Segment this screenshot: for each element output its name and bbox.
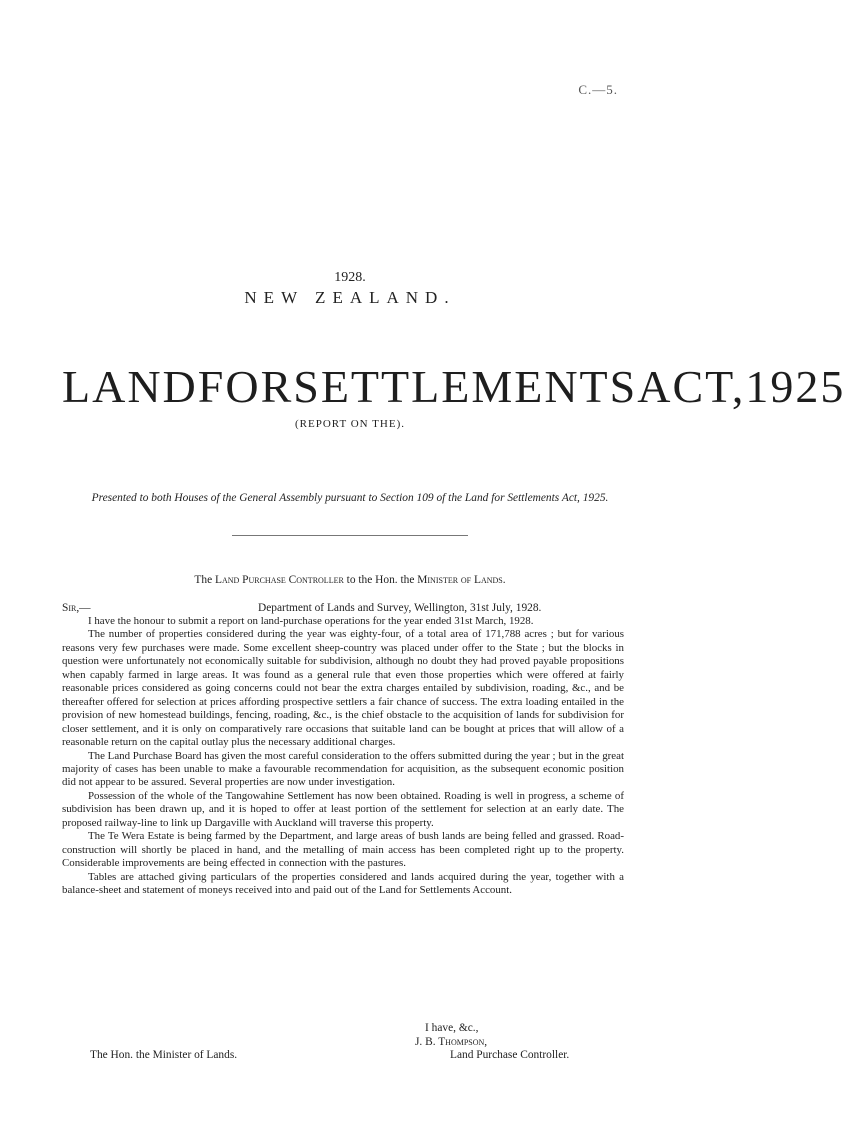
heading-word: Hon. — [375, 574, 398, 586]
document-title — [62, 360, 845, 413]
addressee: The Hon. the Minister of Lands. — [90, 1049, 238, 1061]
heading-to: Minister of Lands. — [417, 574, 506, 586]
paragraph: The Land Purchase Board has given the most careful consideration to the offers submitted during the year ; but in the great majority of cases has been unable to make a favourable recommendation for acquisition, as the subsequent economic position did not appear to be assured. Several properties are now under investigation. — [62, 749, 624, 789]
letter-body — [62, 615, 624, 898]
country-heading: NEW ZEALAND. — [244, 288, 456, 307]
title-word: 1925 — [745, 361, 845, 412]
paragraph: The Te Wera Estate is being farmed by the Department, and large areas of bush lands are being felled and grassed. Road-construction will shortly be placed in hand, and the metalling of main access has been completed right up to the property. Considerable improvements are being effected in connection with the pastures. — [62, 830, 624, 870]
title-word: ACT, — [637, 361, 746, 412]
signature-title: Land Purchase Controller. — [450, 1049, 570, 1061]
closing: I have, &c., — [425, 1022, 479, 1034]
title-word: FOR — [197, 361, 294, 412]
letter-heading — [0, 574, 700, 586]
report-year: 1928. — [334, 270, 366, 285]
heading-word: the — [400, 574, 415, 586]
document-subtitle: (REPORT ON THE). — [295, 418, 405, 430]
heading-connector: to the — [346, 574, 373, 586]
paragraph: I have the honour to submit a report on land-purchase operations for the year ended 31st March, 1928. — [88, 615, 534, 627]
heading-word: The — [194, 574, 213, 586]
dateline: Department of Lands and Survey, Wellington, 31st July, 1928. — [258, 602, 542, 614]
page-reference: C.—5. — [578, 82, 618, 97]
signature: J. B. Thompson, — [415, 1036, 488, 1048]
heading-from: Land Purchase Controller — [215, 574, 344, 586]
divider-rule — [232, 535, 468, 536]
title-word: SETTLEMENTS — [293, 361, 638, 412]
presentation-note: Presented to both Houses of the General Assembly pursuant to Section 109 of the Land for Settlements Act, 1925. — [91, 492, 609, 504]
paragraph: Possession of the whole of the Tangowahine Settlement has now been obtained. Roading is well in progress, a scheme of subdivision has been drawn up, and it is hoped to offer at least portion of the settlement for selection at an early date. The proposed railway-line to link up Dargaville with Auckland will traverse this property. — [62, 789, 624, 829]
paragraph: Tables are attached giving particulars of the properties considered and lands acquired during the year, together with a balance-sheet and statement of moneys received into and paid out of the Land for Settlements Account. — [62, 870, 624, 897]
paragraph: The number of properties considered during the year was eighty-four, of a total area of 171,788 acres ; but for various reasons very few purchases were made. Some excellent sheep-country was placed under offer to the State ; but the blocks in question were unfortunately not economically suitable for subdivision, although no doubt they had proved payable propositions when capably farmed in large areas. It was found as a general rule that even those properties which were offered at fairly reasonable prices considered as going concerns could not bear the extra charges entailed by subdivision, roading, &c., and be thereafter offered for selection at prices affording prospective settlers a fair chance of success. The extra loading entailed in the provision of new homestead buildings, fencing, roading, &c., is the chief obstacle to the acquisition of lands for subdivision for closer settlement, and it is only on comparatively rare occasions that suitable land can be bought at prices that will allow of a reasonable return on the capital outlay plus the necessary additional charges. — [62, 628, 624, 749]
title-word: LAND — [62, 361, 198, 412]
salutation: Sir,— — [62, 602, 91, 614]
